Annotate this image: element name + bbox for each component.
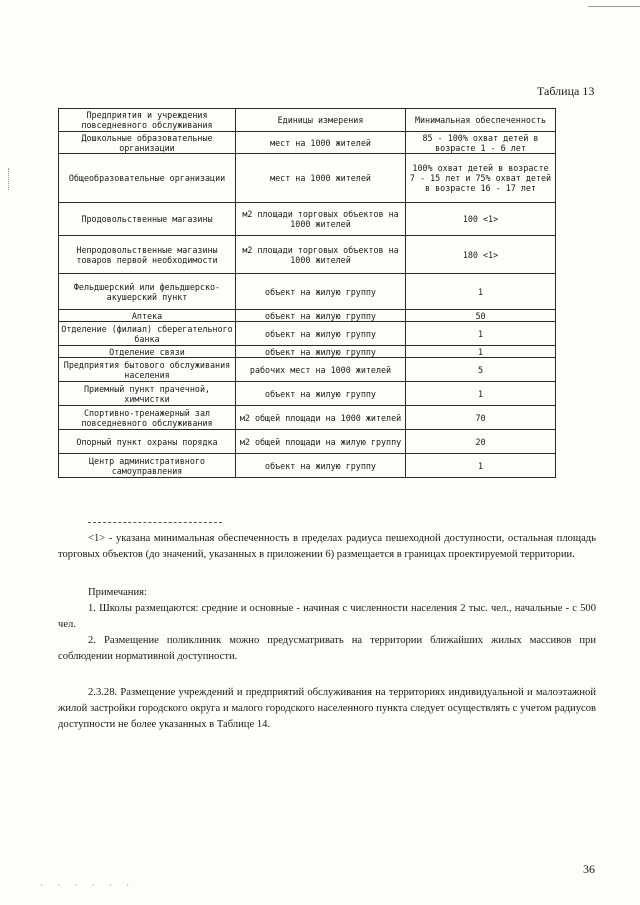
table-row [59, 236, 556, 274]
table-header-row [59, 109, 556, 132]
row-value: 1 [406, 382, 556, 406]
row-unit: мест на 1000 жителей [236, 132, 406, 154]
table-row [59, 203, 556, 236]
header-enterprises: Предприятия и учреждения повседневного обслуживания [59, 109, 236, 132]
table-row [59, 454, 556, 478]
row-name: Опорный пункт охраны порядка [59, 430, 236, 454]
row-value: 50 [406, 310, 556, 322]
row-unit: м2 площади торговых объектов на 1000 жителей [236, 203, 406, 236]
row-name: Отделение (филиал) сберегательного банка [59, 322, 236, 346]
row-unit: объект на жилую группу [236, 454, 406, 478]
row-unit: м2 площади торговых объектов на 1000 жителей [236, 236, 406, 274]
row-unit: мест на 1000 жителей [236, 154, 406, 203]
note-item: 2. Размещение поликлиник можно предусматривать на территории ближайших жилых массивов при соблюдении нормативной доступности. [58, 635, 596, 662]
row-name: Спортивно-тренажерный зал повседневного обслуживания [59, 406, 236, 430]
service-standards-table [58, 108, 556, 478]
row-name: Продовольственные магазины [59, 203, 236, 236]
row-value: 85 - 100% охват детей в возрасте 1 - 6 лет [406, 132, 556, 154]
table-row [59, 132, 556, 154]
row-unit: м2 общей площади на 1000 жителей [236, 406, 406, 430]
row-value: 1 [406, 454, 556, 478]
table-row [59, 382, 556, 406]
note-item: 1. Школы размещаются: средние и основные - начиная с численности населения 2 тыс. чел., начальные - с 500 чел. [58, 603, 596, 630]
row-unit: объект на жилую группу [236, 274, 406, 310]
row-unit: рабочих мест на 1000 жителей [236, 358, 406, 382]
row-unit: объект на жилую группу [236, 382, 406, 406]
header-units: Единицы измерения [236, 109, 406, 132]
paragraph-2-3-28: 2.3.28. Размещение учреждений и предприятий обслуживания на территориях индивидуальной и малоэтажной жилой застройки городского округа и малого городского населенного пункта следует осуществлять с учетом радиусов доступности не более указанных в Таблице 14. [58, 687, 596, 730]
table-row [59, 310, 556, 322]
row-value: 1 [406, 274, 556, 310]
row-value: 1 [406, 346, 556, 358]
page-number: 36 [583, 862, 595, 876]
row-value: 5 [406, 358, 556, 382]
footnote-separator [88, 522, 222, 523]
notes-title: Примечания: [88, 587, 147, 598]
row-name: Центр административного самоуправления [59, 454, 236, 478]
row-name: Дошкольные образовательные организации [59, 132, 236, 154]
row-value: 100 <1> [406, 203, 556, 236]
row-value: 70 [406, 406, 556, 430]
table-row [59, 346, 556, 358]
header-minimum: Минимальная обеспеченность [406, 109, 556, 132]
row-name: Аптека [59, 310, 236, 322]
table-title: Таблица 13 [537, 84, 595, 98]
footnote-text: <1> - указана минимальная обеспеченность в пределах радиуса пешеходной доступности, остальная площадь торговых объектов (до значений, указанных в приложении 6) размещается в границах проектируемой территории. [58, 533, 596, 560]
row-unit: объект на жилую группу [236, 346, 406, 358]
row-unit: м2 общей площади на жилую группу [236, 430, 406, 454]
table-row [59, 154, 556, 203]
row-value: 100% охват детей в возрасте 7 - 15 лет и 75% охват детей в возрасте 16 - 17 лет [406, 154, 556, 203]
row-name: Общеобразовательные организации [59, 154, 236, 203]
row-value: 1 [406, 322, 556, 346]
row-value: 20 [406, 430, 556, 454]
row-value: 180 <1> [406, 236, 556, 274]
row-unit: объект на жилую группу [236, 310, 406, 322]
row-name: Фельдшерский или фельдшерско-акушерский пункт [59, 274, 236, 310]
table-row [59, 322, 556, 346]
table-row [59, 430, 556, 454]
row-name: Предприятия бытового обслуживания населения [59, 358, 236, 382]
table-row [59, 406, 556, 430]
row-name: Непродовольственные магазины товаров первой необходимости [59, 236, 236, 274]
row-unit: объект на жилую группу [236, 322, 406, 346]
row-name: Отделение связи [59, 346, 236, 358]
margin-marks [8, 168, 10, 190]
table-row [59, 274, 556, 310]
table-row [59, 358, 556, 382]
scan-artifacts: · · · · · · [40, 880, 136, 890]
row-name: Приемный пункт прачечной, химчистки [59, 382, 236, 406]
top-edge-line [588, 6, 640, 7]
